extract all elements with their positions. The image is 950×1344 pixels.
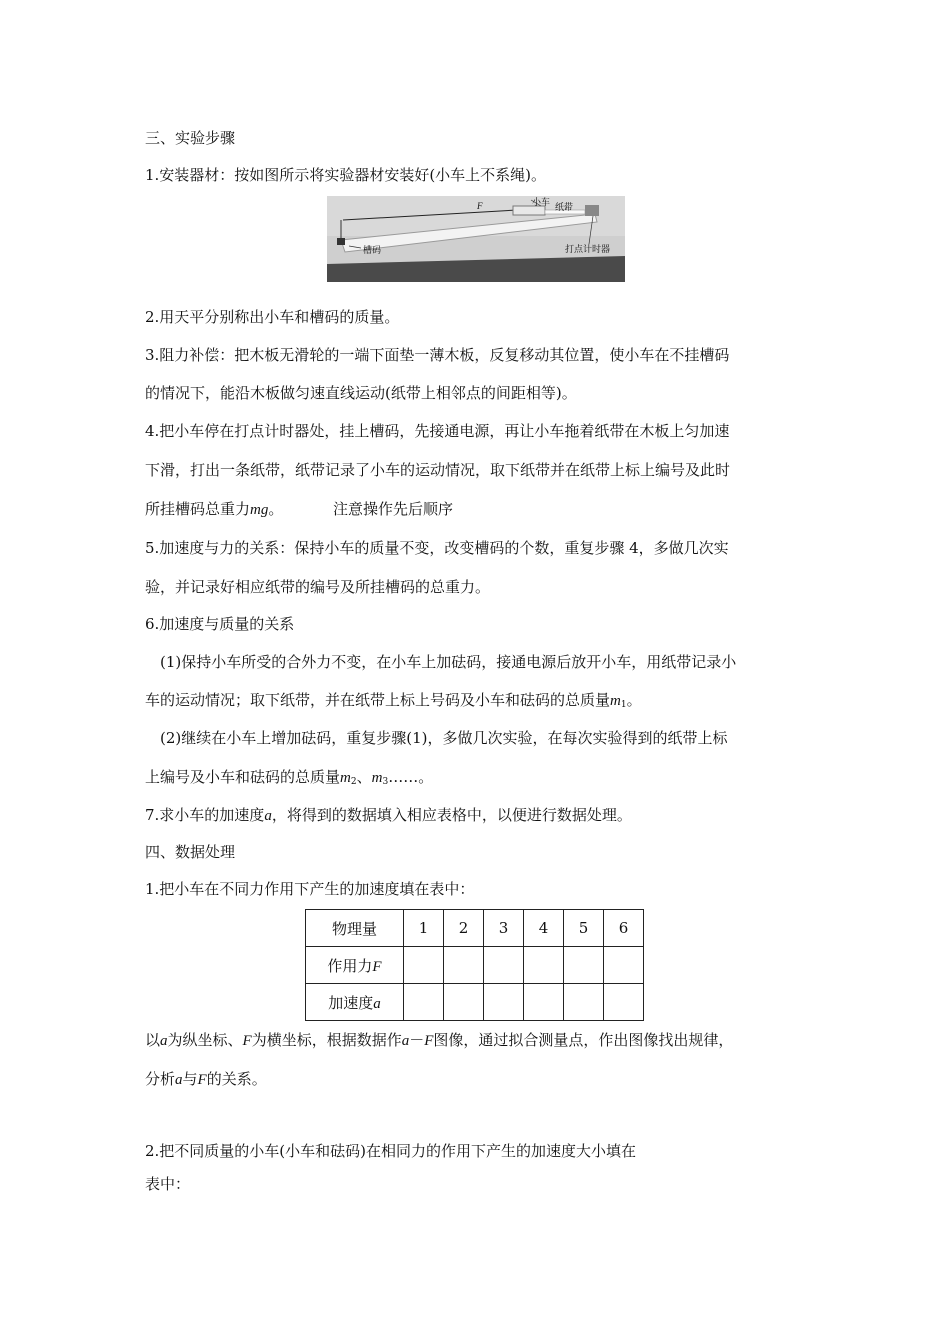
timer-shape [585, 205, 599, 216]
text: 为纵坐标、 [167, 1031, 243, 1049]
table-column-header: 1 [404, 910, 444, 947]
step-6-1-line-2 [145, 690, 642, 715]
row-label-acceleration [306, 984, 404, 1021]
var-a: a [175, 1072, 183, 1088]
step-4-line-1: 4.把小车停在打点计时器处，挂上槽码，先接通电源，再让小车拖着纸带在木板上匀加速 [145, 422, 730, 440]
table-column-header: 5 [564, 910, 604, 947]
var-m2: m [340, 770, 351, 786]
table-cell [604, 984, 644, 1021]
figure-label-force: F [477, 201, 483, 211]
var-a: a [373, 995, 381, 1012]
step-2: 2.用天平分别称出小车和槽码的质量。 [145, 308, 400, 326]
table-cell [404, 947, 444, 984]
sub-2: 2 [350, 777, 357, 787]
step-6-2-line-2 [145, 767, 433, 792]
ellipsis: ……。 [388, 768, 434, 786]
data-item-2-line-2: 表中： [145, 1175, 191, 1193]
step-7 [145, 805, 632, 826]
var-m1: m [610, 693, 621, 709]
table-cell [444, 947, 484, 984]
table-row [306, 984, 644, 1021]
var-a: a [401, 1033, 410, 1049]
var-F: F [372, 958, 382, 975]
row-label-acceleration-text: 加速度 [328, 993, 374, 1012]
step-7-text: 7.求小车的加速度 [145, 806, 265, 824]
text: 的关系。 [206, 1070, 267, 1088]
minus-sign: － [409, 1031, 425, 1049]
step-6-1-period: 。 [626, 691, 642, 709]
step-3-line-1: 3.阻力补偿：把木板无滑轮的一端下面垫一薄木板，反复移动其位置，使小车在不挂槽码 [145, 346, 730, 364]
step-6-title: 6.加速度与质量的关系 [145, 615, 295, 633]
table-cell [564, 984, 604, 1021]
var-m3: m [371, 770, 383, 786]
figure-label-cart: 小车 [532, 198, 551, 208]
step-5-line-1: 5.加速度与力的关系：保持小车的质量不变，改变槽码的个数，重复步骤 4，多做几次实 [145, 539, 729, 557]
var-F: F [424, 1033, 434, 1049]
var-a: a [264, 808, 272, 824]
var-a: a [160, 1033, 168, 1049]
step-6-2-line-1: (2)继续在小车上增加砝码，重复步骤(1)，多做几次实验，在每次实验得到的纸带上标 [160, 729, 728, 747]
step-4-text: 所挂槽码总重力 [145, 500, 251, 518]
table-cell [524, 947, 564, 984]
figure-label-timer: 打点计时器 [565, 245, 611, 255]
step-6-1-line-1: (1)保持小车所受的合外力不变，在小车上加砝码，接通电源后放开小车，用纸带记录小 [160, 653, 737, 671]
data-item-2-line-1: 2.把不同质量的小车(小车和砝码)在相同力的作用下产生的加速度大小填在 [145, 1142, 637, 1160]
table-cell [564, 947, 604, 984]
table-column-header: 6 [604, 910, 644, 947]
table-column-header: 3 [484, 910, 524, 947]
table-cell [524, 984, 564, 1021]
table-cell [484, 947, 524, 984]
var-F: F [242, 1033, 252, 1049]
table-row [306, 910, 644, 947]
text: 为横坐标，根据数据作 [251, 1031, 402, 1049]
step-4-line-2: 下滑，打出一条纸带，纸带记录了小车的运动情况，取下纸带并在纸带上标上编号及此时 [145, 461, 731, 479]
row-label-force [306, 947, 404, 984]
step-6-2-text: 上编号及小车和砝码的总质量 [145, 768, 341, 786]
data-item-1: 1.把小车在不同力作用下产生的加速度填在表中： [145, 880, 475, 898]
step-5-line-2: 验，并记录好相应纸带的编号及所挂槽码的总重力。 [145, 578, 491, 596]
sub-1: 1 [620, 700, 627, 710]
figure-label-hook-weight: 槽码 [363, 246, 382, 256]
table-header-label: 物理量 [306, 910, 404, 947]
table-cell [444, 984, 484, 1021]
row-label-force-text: 作用力 [327, 956, 373, 975]
step-4-note: 注意操作先后顺序 [333, 500, 454, 518]
figure-label-tape: 纸带 [555, 203, 574, 213]
table-row [306, 947, 644, 984]
step-7-rest: ，将得到的数据填入相应表格中，以便进行数据处理。 [271, 806, 632, 824]
hook-weight-shape [337, 238, 345, 245]
table-column-header: 4 [524, 910, 564, 947]
step-3-line-2: 的情况下，能沿木板做匀速直线运动(纸带上相邻点的间距相等)。 [145, 384, 577, 402]
var-mg: mg [250, 502, 269, 518]
experiment-apparatus-figure [327, 196, 625, 282]
table-column-header: 2 [444, 910, 484, 947]
data-analysis-line-1 [145, 1030, 733, 1051]
separator: 、 [356, 768, 372, 786]
text: 与 [182, 1070, 198, 1088]
text: 图像，通过拟合测量点，作出图像找出规律， [433, 1031, 734, 1049]
data-analysis-line-2 [145, 1069, 267, 1090]
section4-title: 四、数据处理 [145, 843, 236, 861]
table-cell [404, 984, 444, 1021]
step-4-line-3 [145, 499, 283, 520]
text: 分析 [145, 1070, 176, 1088]
step-6-1-text: 车的运动情况；取下纸带，并在纸带上标上号码及小车和砝码的总质量 [145, 691, 611, 709]
sub-3: 3 [382, 777, 389, 787]
step-1: 1.安装器材：按如图所示将实验器材安装好(小车上不系绳)。 [145, 166, 547, 184]
table-cell [604, 947, 644, 984]
text: 以 [145, 1031, 161, 1049]
var-F: F [197, 1072, 207, 1088]
section3-title: 三、实验步骤 [145, 129, 236, 147]
table-cell [484, 984, 524, 1021]
step-4-period: 。 [268, 500, 284, 518]
force-acceleration-table [305, 909, 644, 1021]
